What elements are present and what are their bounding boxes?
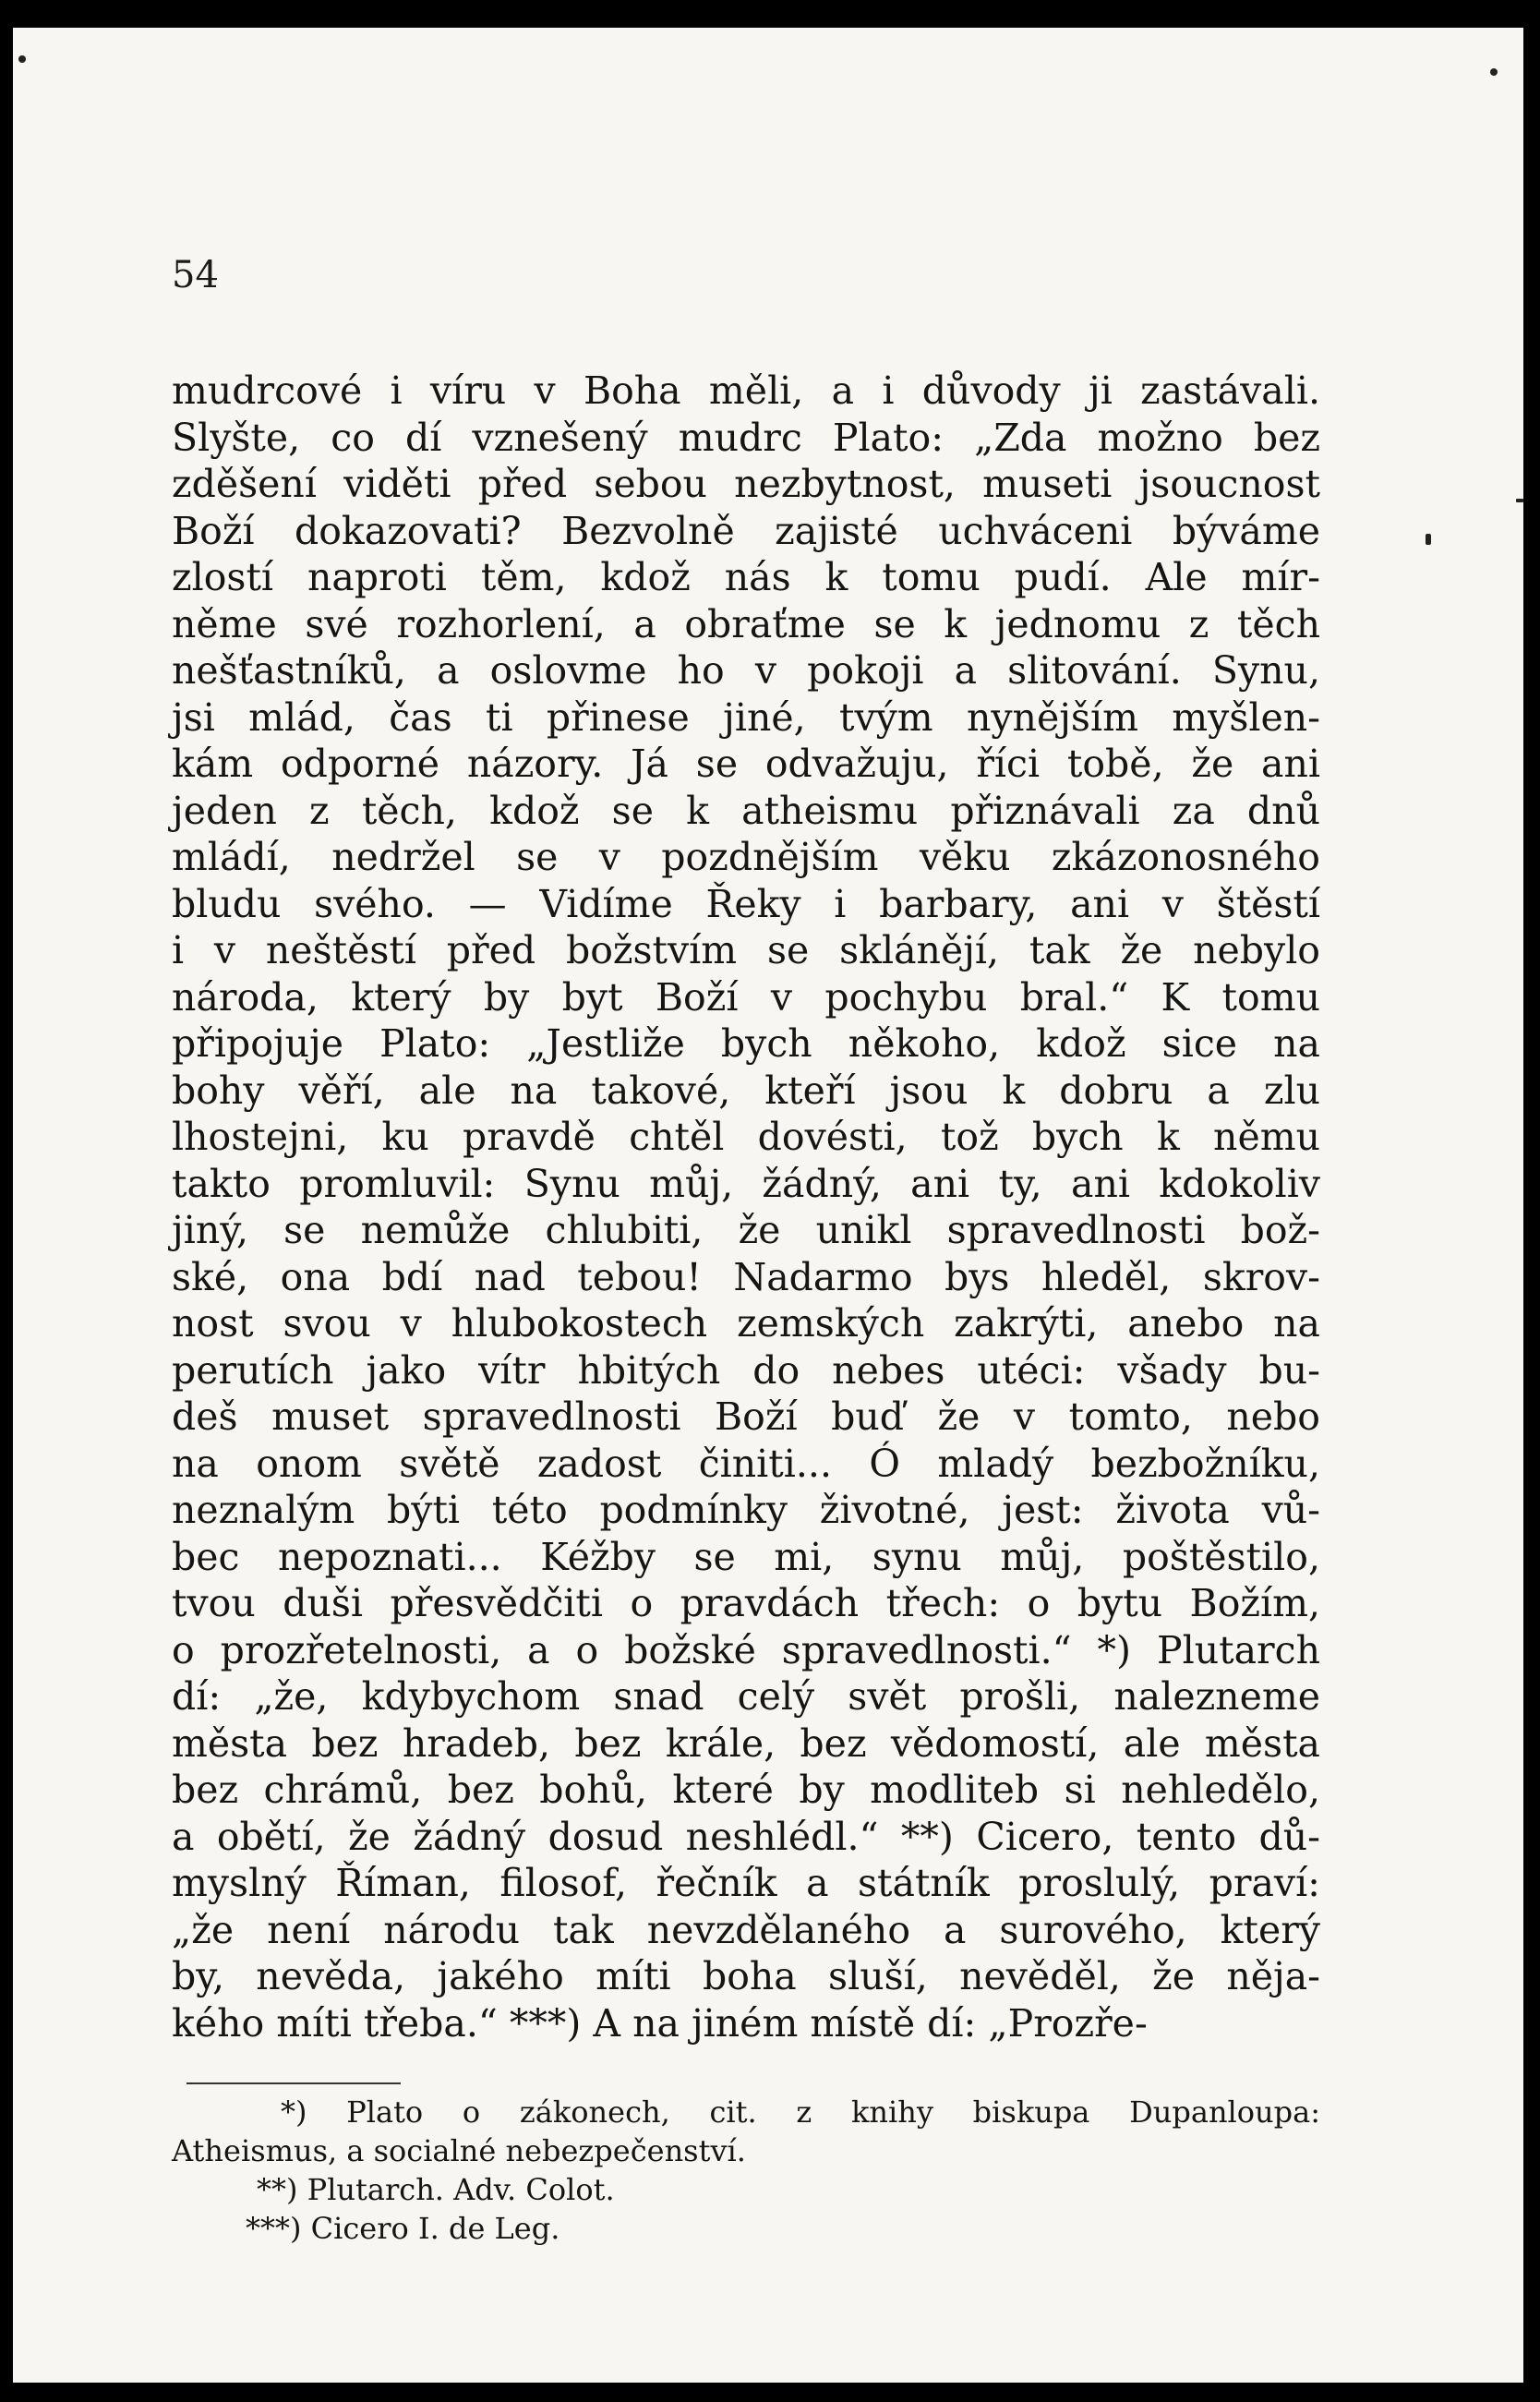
text-line: takto promluvil: Synu můj, žádný, ani ty, ani kdokoliv (172, 1161, 1320, 1206)
book-page (13, 28, 1523, 2383)
text-line: kám odporné názory. Já se odvažuju, říci tobě, že ani (172, 742, 1320, 786)
text-line: myslný Říman, filosof, řečník a státník proslulý, praví: (172, 1861, 1320, 1905)
body-text (172, 368, 1320, 2046)
text-line: jeden z těch, kdož se k atheismu přiznávali za dnů (172, 788, 1320, 833)
text-line: dí: „že, kdybychom snad celý svět prošli, nalezneme (172, 1674, 1320, 1719)
scan-speck (1426, 534, 1431, 545)
text-line: kého míti třeba.“ ***) A na jiném místě dí: „Prozře- (172, 2000, 1148, 2046)
text-line: neznalým býti této podmínky životné, jest: života vů- (172, 1488, 1320, 1532)
text-line: tvou duši přesvědčiti o pravdách třech: o bytu Božím, (172, 1581, 1320, 1625)
text-line: mudrcové i víru v Boha měli, a i důvody ji zastávali. (172, 368, 1320, 413)
text-line: jiný, se nemůže chlubiti, že unikl spravedlnosti bož- (172, 1208, 1320, 1252)
scan-speck (1516, 499, 1523, 502)
text-line: o prozřetelnosti, a o božské spravedlnosti.“ *) Plutarch (172, 1627, 1320, 1672)
footnote-1-continued: Atheismus, a socialné nebezpečenství. (172, 2133, 746, 2168)
text-line: i v neštěstí před božstvím se sklánějí, tak že nebylo (172, 928, 1320, 972)
footnote-3: ***) Cicero I. de Leg. (246, 2211, 560, 2246)
text-line: „že není národu tak nevzdělaného a surového, který (172, 1907, 1320, 1952)
text-line: zlostí naproti těm, kdož nás k tomu pudí. Ale mír- (172, 555, 1320, 599)
scan-speck (18, 55, 26, 63)
footnote-1: *) Plato o zákonech, cit. z knihy biskupa Dupanloupa: (281, 2094, 1320, 2130)
text-line: Slyšte, co dí vznešený mudrc Plato: „Zda možno bez (172, 415, 1320, 460)
text-line: bez chrámů, bez bohů, které by modliteb si nehledělo, (172, 1768, 1320, 1812)
footnote-divider (186, 2082, 401, 2084)
text-line: jsi mlád, čas ti přinese jiné, tvým nynějším myšlen- (172, 694, 1320, 740)
text-line: perutích jako vítr hbitých do nebes utéci: všady bu- (172, 1347, 1320, 1393)
text-line: deš muset spravedlnosti Boží buď že v tomto, nebo (172, 1394, 1320, 1439)
text-line: bec nepoznati... Kéžby se mi, synu můj, poštěstilo, (172, 1534, 1320, 1579)
text-line: Boží dokazovati? Bezvolně zajisté uchváceni býváme (172, 508, 1320, 553)
text-line: nost svou v hlubokostech zemských zakrýti, anebo na (172, 1301, 1320, 1346)
text-line: by, nevěda, jakého míti boha sluší, nevěděl, že něja- (172, 1954, 1320, 1998)
text-line: a obětí, že žádný dosud neshlédl.“ **) Cicero, tento dů- (172, 1814, 1320, 1859)
scan-speck (1490, 68, 1498, 76)
footnote-2: **) Plutarch. Adv. Colot. (257, 2172, 615, 2207)
text-line: zděšení viděti před sebou nezbytnost, museti jsoucnost (172, 462, 1320, 506)
text-line: mládí, nedržel se v pozdnějším věku zkázonosného (172, 835, 1320, 879)
text-line: města bez hradeb, bez krále, bez vědomostí, ale města (172, 1720, 1320, 1766)
text-line: připojuje Plato: „Jestliže bych někoho, kdož sice na (172, 1021, 1320, 1066)
text-line: lhostejni, ku pravdě chtěl dovésti, tož bych k němu (172, 1115, 1320, 1159)
page-number: 54 (172, 254, 219, 296)
text-line: bohy věří, ale na takové, kteří jsou k dobru a zlu (172, 1068, 1320, 1113)
footnotes (172, 2093, 1320, 2248)
text-line: ské, ona bdí nad tebou! Nadarmo bys hleděl, skrov- (172, 1254, 1320, 1299)
text-line: na onom světě zadost činiti... Ó mladý bezbožníku, (172, 1441, 1320, 1486)
text-line: národa, který by byt Boží v pochybu bral.“ K tomu (172, 974, 1320, 1020)
text-line: něme své rozhorlení, a obraťme se k jednomu z těch (172, 601, 1320, 646)
text-line: bludu svého. — Vidíme Řeky i barbary, ani v štěstí (172, 881, 1320, 926)
text-line: nešťastníků, a oslovme ho v pokoji a slitování. Synu, (172, 648, 1320, 693)
